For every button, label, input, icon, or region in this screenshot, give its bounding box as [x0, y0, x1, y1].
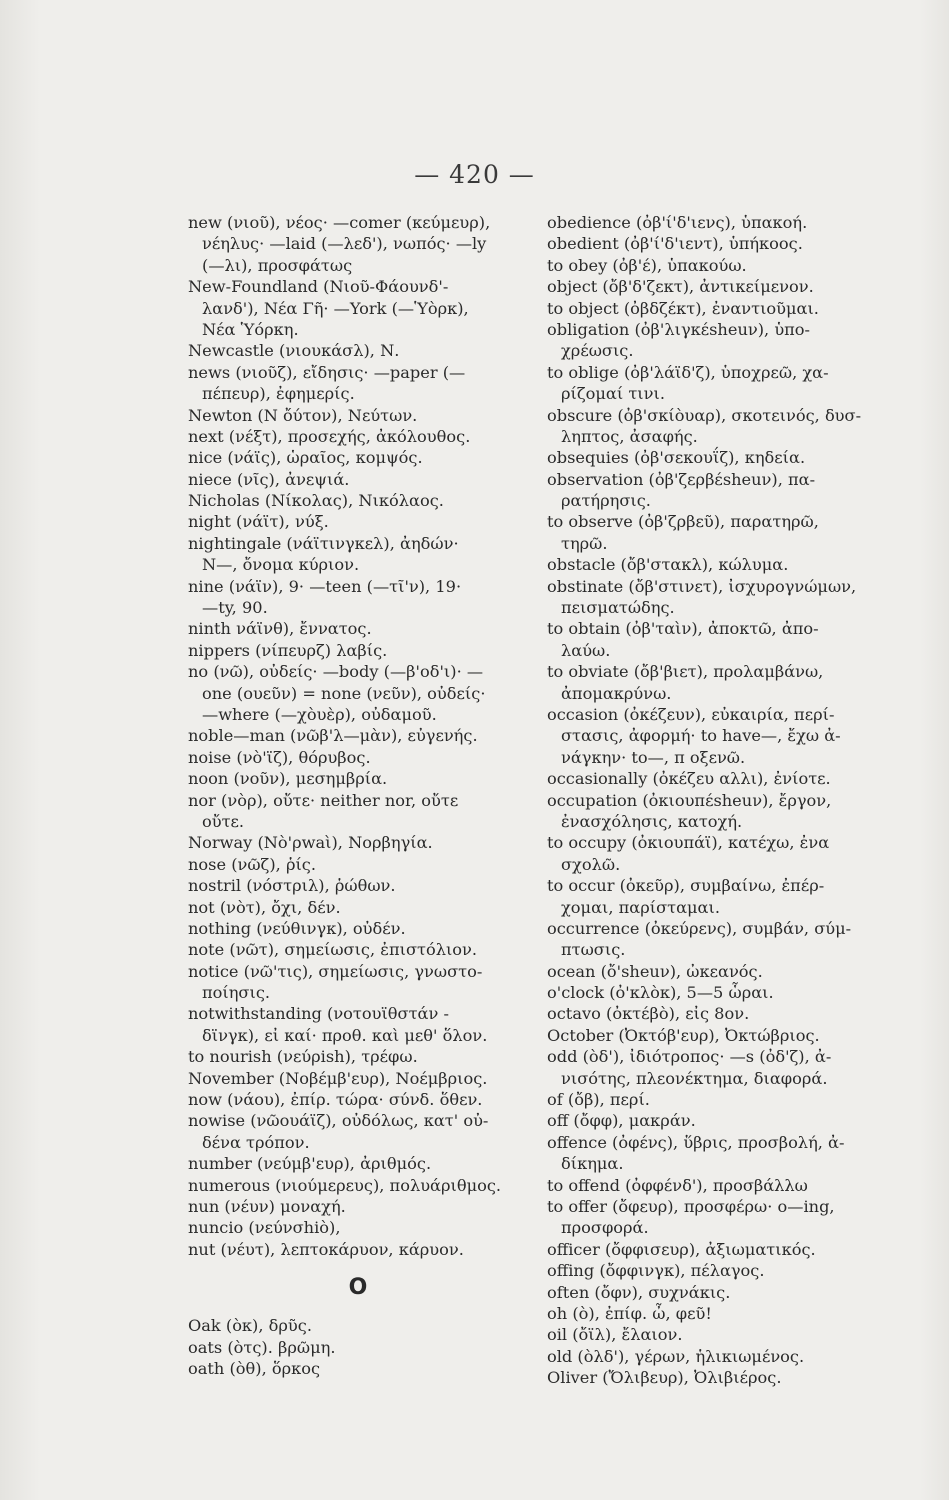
- dictionary-line: old (ὸλδ'), γέρων, ἡλικιωμένος.: [547, 1346, 805, 1366]
- dictionary-line: officer (ὄφφισευρ), ἀξιωματικός.: [547, 1239, 816, 1259]
- dictionary-line: ninth νάϊνθ), ἔννατος.: [188, 619, 372, 639]
- dictionary-line: οὔτε.: [202, 811, 245, 831]
- dictionary-line: nose (νῶζ), ῥίς.: [188, 854, 317, 874]
- dictionary-line: to nourish (νεύρish), τρέφω.: [188, 1047, 418, 1067]
- dictionary-line: oath (ὸθ), ὅρκος: [188, 1358, 321, 1378]
- dictionary-line: object (ὄβ'δ'ζεκτ), ἀντικείμενον.: [547, 277, 814, 297]
- dictionary-line: oats (ὸτς). βρῶμη.: [188, 1337, 336, 1357]
- dictionary-line: to occupy (ὀκιουπάϊ), κατέχω, ἐνα: [547, 833, 830, 853]
- dictionary-line: to oblige (ὀβ'λάϊδ'ζ), ὑποχρεῶ, χα-: [547, 362, 829, 382]
- dictionary-line: Νέα Ὑόρκη.: [202, 319, 299, 339]
- dictionary-line: news (νιοῦζ), εἴδησις· —paper (—: [188, 362, 466, 382]
- dictionary-line: —ty, 90.: [202, 598, 268, 618]
- dictionary-line: Newton (Ν ὄύτον), Νεύτων.: [188, 405, 418, 425]
- dictionary-line: obligation (ὀβ'λιγκέsheuν), ὑπο-: [547, 319, 811, 339]
- dictionary-line: obstacle (ὄβ'στακλ), κώλυμα.: [547, 555, 789, 575]
- dictionary-line: στασις, ἀφορμή· to have—, ἔχω ἀ-: [561, 726, 841, 746]
- dictionary-line: to offer (ὄφευρ), προσφέρω· o—ing,: [547, 1196, 835, 1216]
- dictionary-line: ρίζομαί τινι.: [561, 384, 665, 404]
- dictionary-line: δίκημα.: [561, 1154, 624, 1174]
- dictionary-line: nippers (νίπευρζ) λαβίς.: [188, 640, 388, 660]
- dictionary-line: occasion (ὀκέζευν), εὐκαιρία, περί-: [547, 704, 835, 724]
- dictionary-line: odd (ὸδ'), ἰδιότροπος· —s (ὀδ'ζ), ἀ-: [547, 1047, 832, 1067]
- dictionary-line: obscure (ὀβ'σκίὸυαρ), σκοτεινός, δυσ-: [547, 405, 862, 425]
- dictionary-line: night (νάϊτ), νύξ.: [188, 512, 329, 532]
- dictionary-line: o'clock (ὀ'κλὸκ), 5—5 ὧραι.: [547, 983, 774, 1003]
- dictionary-line: Oliver (Ὄλιβευρ), Ὀλιβιέρος.: [547, 1368, 782, 1388]
- dictionary-line: numerous (νιούμερευς), πολυάριθμος.: [188, 1175, 502, 1195]
- dictionary-line: ρατήρησις.: [561, 491, 651, 511]
- dictionary-line: offing (ὄφφινγκ), πέλαγος.: [547, 1261, 765, 1281]
- dictionary-line: no (νῶ), οὐδείς· —body (—β'οδ'ι)· —: [188, 662, 484, 682]
- dictionary-line: ocean (ὄ'sheuν), ὠκεανός.: [547, 961, 763, 981]
- dictionary-line: προσφορά.: [561, 1218, 649, 1238]
- dictionary-line: νισότης, πλεονέκτημα, διαφορά.: [561, 1068, 828, 1088]
- dictionary-line: Newcastle (νιουκάσλ), Ν.: [188, 341, 400, 361]
- dictionary-line: ληπτος, ἀσαφής.: [561, 426, 698, 446]
- dictionary-line: nice (νάϊς), ὡραῖος, κομψός.: [188, 448, 423, 468]
- dictionary-line: πτωσις.: [561, 940, 626, 960]
- dictionary-line: nowise (νῶουάϊζ), οὐδόλως, κατ' οὐ-: [188, 1111, 489, 1131]
- dictionary-line: new (νιοῦ), νέος· —comer (κεύμευρ),: [188, 213, 491, 232]
- dictionary-line: nuncio (νεύνσhiὸ),: [188, 1218, 341, 1238]
- dictionary-line: to offend (ὀφφένδ'), προσβάλλω: [547, 1175, 808, 1195]
- dictionary-line: λαύω.: [561, 640, 611, 660]
- dictionary-line: note (νῶτ), σημείωσις, ἐπιστόλιον.: [188, 940, 478, 960]
- dictionary-line: noble—man (νῶβ'λ—μὰν), εὐγενής.: [188, 726, 478, 746]
- dictionary-line: to obey (ὀβ'έ), ὑπακούω.: [547, 255, 747, 275]
- dictionary-line: χομαι, παρίσταμαι.: [561, 897, 720, 917]
- dictionary-line: to object (ὀβδζέκτ), ἐναντιοῦμαι.: [547, 298, 819, 318]
- dictionary-line: occupation (ὀκιουπέsheuν), ἔργον,: [547, 790, 832, 810]
- left-column: [188, 212, 528, 1379]
- dictionary-line: πεισματώδης.: [561, 598, 675, 618]
- dictionary-line: occurrence (ὀκεύρενς), συμβάν, σύμ-: [547, 918, 852, 938]
- dictionary-line: of (ὄβ), περί.: [547, 1090, 650, 1110]
- right-column: [547, 212, 887, 1388]
- dictionary-line: χρέωσις.: [561, 341, 634, 361]
- dictionary-line: (—λι), προσφάτως: [202, 255, 353, 275]
- dictionary-line: obstinate (ὄβ'στινετ), ἰσχυρογνώμων,: [547, 576, 857, 596]
- dictionary-line: New-Foundland (Νιοῦ-Φάουνδ'-: [188, 277, 449, 297]
- dictionary-line: October (Ὀκτόβ'ευρ), Ὀκτώβριος.: [547, 1025, 820, 1045]
- dictionary-line: τηρῶ.: [561, 533, 608, 553]
- dictionary-line: oh (ὸ), ἐπίφ. ὦ, φεῦ!: [547, 1303, 712, 1323]
- dictionary-line: nor (νὸρ), οὔτε· neither nor, οὔτε: [188, 790, 459, 810]
- dictionary-line: noon (νοῦν), μεσημβρία.: [188, 769, 388, 789]
- dictionary-line: often (ὄφν), συχνάκις.: [547, 1282, 731, 1302]
- dictionary-line: to occur (ὀκεῦρ), συμβαίνω, ἐπέρ-: [547, 876, 825, 896]
- dictionary-line: νάγκην· to—, π οξενῶ.: [561, 747, 746, 767]
- dictionary-line: one (ουεῦν) = none (νεῦν), οὐδείς·: [202, 683, 486, 703]
- dictionary-line: notice (νῶ'τις), σημείωσις, γνωστο-: [188, 961, 483, 981]
- dictionary-line: notwithstanding (νοτουϊθστάν -: [188, 1004, 449, 1024]
- dictionary-line: off (ὄφφ), μακράν.: [547, 1111, 696, 1131]
- dictionary-line: noise (νὸ'ϊζ), θόρυβος.: [188, 747, 371, 767]
- dictionary-line: obedient (ὀβ'ί'δ'ιεντ), ὑπήκοος.: [547, 234, 803, 254]
- dictionary-line: δϊνγκ), εἰ καί· προθ. καὶ μεθ' ὅλον.: [202, 1025, 488, 1045]
- dictionary-line: N—, ὄνομα κύριον.: [202, 555, 360, 575]
- dictionary-line: obedience (ὀβ'ί'δ'ιενς), ὑπακοή.: [547, 213, 808, 232]
- dictionary-line: —where (—χὸυὲρ), οὐδαμοῦ.: [202, 704, 437, 724]
- dictionary-line: to obtain (ὀβ'ταὶν), ἀποκτῶ, ἀπο-: [547, 619, 819, 639]
- dictionary-line: nine (νάϊν), 9· —teen (—τῖ'ν), 19·: [188, 576, 462, 596]
- dictionary-line: to obviate (ὄβ'βιετ), προλαμβάνω,: [547, 662, 824, 682]
- dictionary-line: niece (νῖς), ἀνεψιά.: [188, 469, 350, 489]
- dictionary-line: nut (νέυτ), λεπτοκάρυον, κάρυον.: [188, 1239, 464, 1259]
- dictionary-line: next (νέξτ), προσεχής, ἀκόλουθος.: [188, 426, 471, 446]
- dictionary-line: not (νὸτ), ὄχι, δέν.: [188, 897, 341, 917]
- dictionary-line: octavo (ὀκτέβὸ), εἰς 8ον.: [547, 1004, 750, 1024]
- dictionary-line: σχολῶ.: [561, 854, 621, 874]
- dictionary-line: Nicholas (Νίκολας), Νικόλαος.: [188, 491, 444, 511]
- dictionary-line: observation (ὀβ'ζερβέsheuν), πα-: [547, 469, 816, 489]
- dictionary-line: nun (νέυν) μοναχή.: [188, 1196, 346, 1216]
- page-number: — 420 —: [414, 160, 535, 189]
- dictionary-line: occasionally (ὀκέζευ αλλι), ἐνίοτε.: [547, 769, 831, 789]
- dictionary-line: November (Νοβέμβ'ευρ), Νοέμβριος.: [188, 1068, 488, 1088]
- dictionary-line: to observe (ὀβ'ζρβεῦ), παρατηρῶ,: [547, 512, 819, 532]
- dictionary-line: νέηλυς· —laid (—λεδ'), νωπός· —ly: [202, 234, 487, 254]
- dictionary-line: ἀπομακρύνω.: [561, 683, 672, 703]
- section-letter-heading: O: [348, 1275, 368, 1301]
- dictionary-line: oil (ὄϊλ), ἔλαιον.: [547, 1325, 683, 1345]
- dictionary-line: Norway (Νὸ'ρwaὶ), Νορβηγία.: [188, 833, 433, 853]
- dictionary-line: δένα τρόπον.: [202, 1132, 310, 1152]
- dictionary-line: obsequies (ὀβ'σεκουΐζ), κηδεία.: [547, 448, 806, 468]
- dictionary-line: λανδ'), Νέα Γῆ· —York (—Ὑὸρκ),: [202, 298, 469, 318]
- dictionary-line: ποίησις.: [202, 983, 271, 1003]
- dictionary-line: offence (ὀφένς), ὕβρις, προσβολή, ἀ-: [547, 1132, 845, 1152]
- dictionary-line: Oak (ὸκ), δρῦς.: [188, 1316, 312, 1336]
- dictionary-line: number (νεύμβ'ευρ), ἀριθμός.: [188, 1154, 432, 1174]
- dictionary-line: nothing (νεύθινγκ), οὐδέν.: [188, 918, 406, 938]
- dictionary-line: nightingale (νάϊτινγκελ), ἀηδών·: [188, 533, 459, 553]
- dictionary-line: ἐνασχόλησις, κατοχή.: [561, 811, 743, 831]
- dictionary-line: now (νάου), ἐπίρ. τώρα· σύνδ. ὅθεν.: [188, 1090, 483, 1110]
- dictionary-line: nostril (νόστριλ), ῥώθων.: [188, 876, 396, 896]
- dictionary-line: πέπευρ), ἐφημερίς.: [202, 384, 355, 404]
